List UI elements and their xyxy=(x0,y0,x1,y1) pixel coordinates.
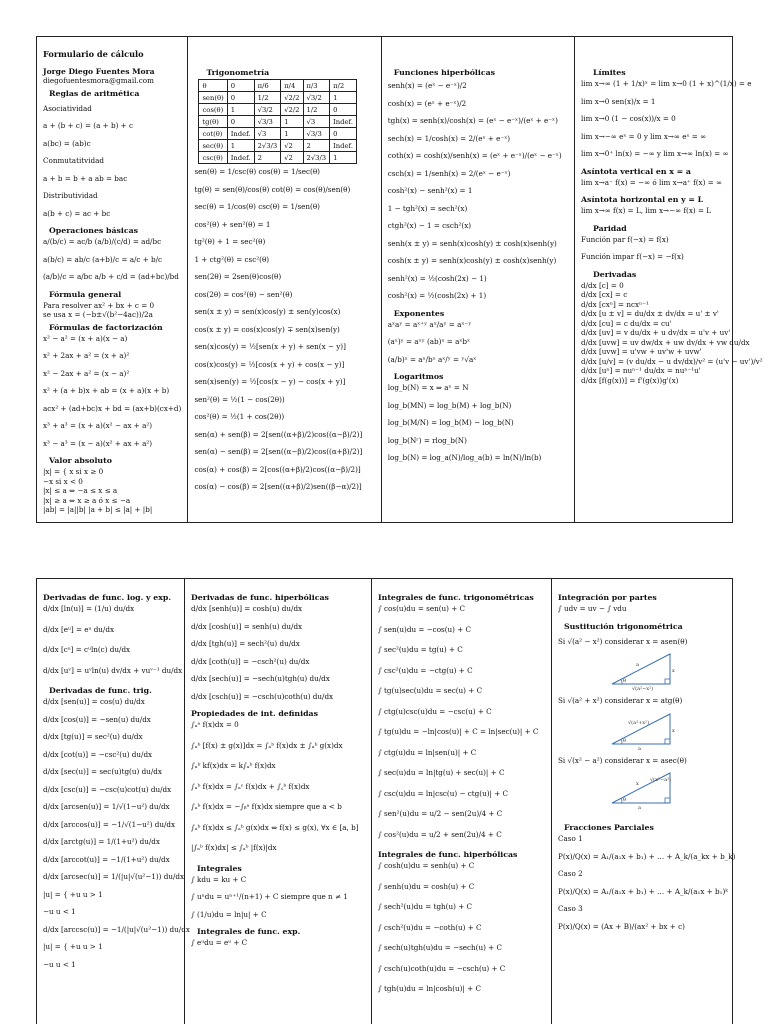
trig-values-table xyxy=(198,79,357,164)
trig-table-cell: √3/2 xyxy=(254,104,281,116)
arith-line: a(bc) = (ab)c xyxy=(43,138,91,148)
hyp-header: Funciones hiperbólicas xyxy=(393,68,496,77)
trig-deriv-line: d/dx [tg(u)] = sec²(u) du/dx xyxy=(43,732,143,741)
parity-list xyxy=(581,235,726,262)
column-limits-derivatives xyxy=(575,37,763,522)
arith-line: a + b = b + a ab = bac xyxy=(43,173,128,183)
hyp-int-line: ∫ cosh(u)du = senh(u) + C xyxy=(378,861,475,870)
integral-line: ∫ kdu = ku + C xyxy=(191,874,247,884)
fact-line: x² + 2ax + a² = (x + a)² xyxy=(43,351,130,360)
def-int-line: ∫ₐᵇ kf(x)dx = k∫ₐᵇ f(x)dx xyxy=(191,761,276,770)
deriv-line: d/dx [uvw] = uv dw/dx + uw dv/dx + vw du/dx xyxy=(581,337,750,347)
trig-line: 1 + ctg²(θ) = csc²(θ) xyxy=(194,254,270,264)
parity-header: Paridad xyxy=(593,223,627,233)
trig-line: cos(2θ) = cos²(θ) − sen²(θ) xyxy=(194,289,293,299)
parity-line: Función impar f(−x) = −f(x) xyxy=(581,252,684,261)
trig-table-cell: 0 xyxy=(227,92,254,104)
trig-int-line: ∫ ctg(u)csc(u)du = −csc(u) + C xyxy=(378,706,492,716)
trig-line: cos(α) − cos(β) = 2[sen((α+β)/2)sen((β−α)/2)] xyxy=(194,482,362,491)
def-int-line: ∫ₐᵃ f(x)dx = 0 xyxy=(191,720,239,729)
general-list xyxy=(43,301,181,320)
trig-table-cell: π/2 xyxy=(330,80,357,92)
abs-header: Valor absoluto xyxy=(49,456,112,465)
author-email: diegofuentesmora@gmail.com xyxy=(43,76,154,85)
logexp-deriv-line: d/dx [eᵘ] = eᵘ du/dx xyxy=(43,624,114,634)
hyp-deriv-list xyxy=(191,604,365,701)
def-int-header: Propiedades de int. definidas xyxy=(191,709,318,718)
trig-line: sec(θ) = 1/cos(θ) csc(θ) = 1/sen(θ) xyxy=(194,202,320,211)
ops-header: Operaciones básicas xyxy=(49,226,139,235)
ops-list xyxy=(43,237,181,282)
trig-deriv-header: Derivadas de func. trig. xyxy=(49,686,152,695)
hyp-int-line: ∫ senh(u)du = cosh(u) + C xyxy=(378,881,475,891)
trig-table-row xyxy=(199,104,357,116)
trig-int-line: ∫ sec²(u)du = tg(u) + C xyxy=(378,645,463,654)
trig-deriv-line: d/dx [arcsen(u)] = 1/√(1−u²) du/dx xyxy=(43,802,170,811)
triangle-figure-3 xyxy=(608,769,726,809)
trig-table-cell: 2 xyxy=(254,152,281,164)
triangle-1-hyp-label: a xyxy=(636,662,639,668)
trig-deriv-line: |u| = { +u u > 1 xyxy=(43,942,103,951)
hyp-line: cosh(x) = (eˣ + e⁻ˣ)/2 xyxy=(387,98,467,108)
deriv-line: d/dx [cxⁿ] = ncxⁿ⁻¹ xyxy=(581,299,649,309)
hyp-deriv-line: d/dx [cosh(u)] = senh(u) du/dx xyxy=(191,621,303,631)
parity-line: Función par f(−x) = f(x) xyxy=(581,234,669,244)
trig-table-cell: 1 xyxy=(227,140,254,152)
parts-list xyxy=(558,604,726,614)
arith-line: a + (b + c) = (a + b) + c xyxy=(43,121,133,130)
deriv-line: d/dx [u/v] = (v du/dx − u dv/dx)/v² = (u'v − uv')/v² xyxy=(581,356,763,366)
exp-int-list xyxy=(191,938,365,948)
formula-sheet-page-2 xyxy=(36,578,736,1024)
logexp-deriv-line: d/dx [cᵘ] = cᵘln(c) du/dx xyxy=(43,645,131,654)
trig-line: sen(α) − sen(β) = 2[sen((α−β)/2)cos((α+β)/2)] xyxy=(194,447,363,456)
hyp-deriv-line: d/dx [coth(u)] = −csch²(u) du/dx xyxy=(191,656,310,666)
trig-table-cell: √2/2 xyxy=(281,92,303,104)
trig-line: sen(2θ) = 2sen(θ)cos(θ) xyxy=(194,272,282,281)
log-header: Logaritmos xyxy=(393,372,444,381)
trig-table-row xyxy=(199,116,357,128)
hyp-line: cosh²(x) = ½(cosh(2x) + 1) xyxy=(387,291,487,300)
trig-table-cell: tg(θ) xyxy=(199,116,227,128)
hyp-deriv-line: d/dx [csch(u)] = −csch(u)coth(u) du/dx xyxy=(191,691,334,701)
hyp-deriv-line: d/dx [senh(u)] = cosh(u) du/dx xyxy=(191,604,303,613)
ha-header: Asíntota horizontal en y = L xyxy=(581,195,704,204)
trig-deriv-list xyxy=(43,697,190,969)
trig-table-cell: π/6 xyxy=(254,80,281,92)
parts-line: ∫ udv = uv − ∫ vdu xyxy=(558,604,627,613)
arith-line: Conmutatitvidad xyxy=(43,156,104,165)
trig-int-line: ∫ sen(u)du = −cos(u) + C xyxy=(378,624,472,634)
trig-table-cell: csc(θ) xyxy=(199,152,227,164)
general-line: se usa x = (−b±√(b²−4ac))/2a xyxy=(43,310,153,319)
trig-line: sen(θ) = 1/csc(θ) cos(θ) = 1/sec(θ) xyxy=(194,167,320,176)
column-trigonometry xyxy=(188,37,381,522)
trig-int-line: ∫ cos²(u)du = u/2 + sen(2u)/4 + C xyxy=(378,829,502,839)
column-hyperbolic xyxy=(382,37,575,522)
fact-line: x² + (a + b)x + ab = (x + a)(x + b) xyxy=(43,386,170,395)
trig-int-line: ∫ tg(u)sec(u)du = sec(u) + C xyxy=(378,686,483,695)
exp-line: (aˣ)ʸ = aˣʸ (ab)ˣ = aˣbˣ xyxy=(387,337,471,346)
trig-sub-header: Sustitución trigonométrica xyxy=(564,621,683,631)
trig-sub-case-1: Si √(a² − x²) considerar x = asen(θ) xyxy=(558,636,688,646)
trig-table-cell: 0 xyxy=(227,80,254,92)
author-name: Jorge Diego Fuentes Mora xyxy=(43,67,155,76)
ops-line: (a/b)/c = a/bc a/b + c/d = (ad+bc)/bd xyxy=(43,272,179,281)
trig-table-cell: 1 xyxy=(330,152,357,164)
trig-int-line: ∫ sen²(u)du = u/2 − sen(2u)/4 + C xyxy=(378,809,503,818)
hyp-list xyxy=(388,81,568,301)
trig-int-line: ∫ ctg(u)du = ln|sen(u)| + C xyxy=(378,747,477,757)
hyp-int-line: ∫ csch(u)coth(u)du = −csch(u) + C xyxy=(378,963,506,973)
deriv-list xyxy=(581,280,763,386)
exp-line: (a/b)ˣ = aˣ/bˣ aˣ/ʸ = ʸ√aˣ xyxy=(387,354,477,364)
deriv-line: d/dx [c] = 0 xyxy=(581,280,624,290)
hyp-deriv-line: d/dx [sech(u)] = −sech(u)tgh(u) du/dx xyxy=(191,674,330,683)
trig-line: cos²(θ) = ½(1 + cos(2θ)) xyxy=(194,412,285,421)
trig-table-cell: 1 xyxy=(281,128,303,140)
trig-line: sen(x)cos(y) = ½[sen(x + y) + sen(x − y)] xyxy=(194,342,346,351)
hyp-line: tgh(x) = senh(x)/cosh(x) = (eˣ − e⁻ˣ)/(eˣ + e⁻ˣ) xyxy=(387,116,558,125)
fact-line: acx² + (ad+bc)x + bd = (ax+b)(cx+d) xyxy=(43,403,182,413)
trig-table-cell: 1 xyxy=(227,104,254,116)
va-line: lim x→a⁻ f(x) = −∞ ó lim x→a⁺ f(x) = ∞ xyxy=(581,177,722,187)
exp-line: aˣaʸ = aˣ⁺ʸ aˣ/aʸ = aˣ⁻ʸ xyxy=(387,319,472,329)
hyp-deriv-line: d/dx [tgh(u)] = sech²(u) du/dx xyxy=(191,639,300,648)
def-int-line: |∫ₐᵇ f(x)dx| ≤ ∫ₐᵇ |f(x)|dx xyxy=(191,843,277,852)
limit-line: lim x→0 sen(x)/x = 1 xyxy=(581,96,656,106)
fact-header: Fórmulas de factorización xyxy=(49,322,163,332)
trig-table-row xyxy=(199,128,357,140)
fact-line: x² − 2ax + a² = (x − a)² xyxy=(43,368,130,378)
trig-table-cell: cos(θ) xyxy=(199,104,227,116)
deriv-line: d/dx [uvw] = u'vw + uv'w + uvw' xyxy=(581,347,702,356)
deriv-line: d/dx [u ± v] = du/dx ± dv/dx = u' ± v' xyxy=(581,309,719,318)
trig-line: sen(x)sen(y) = ½[cos(x − y) − cos(x + y)] xyxy=(194,377,346,386)
arith-header: Reglas de aritmética xyxy=(49,88,140,98)
partial-fractions-header: Fracciones Parciales xyxy=(564,823,654,832)
integral-line: ∫ (1/u)du = ln|u| + C xyxy=(191,909,267,919)
trig-line: sen²(θ) = ½(1 − cos(2θ)) xyxy=(194,394,285,404)
triangle-2-angle-label: θ xyxy=(623,737,627,744)
partial-fraction-line: Caso 3 xyxy=(558,904,583,913)
column-arithmetic xyxy=(37,37,188,522)
parts-header: Integración por partes xyxy=(558,593,657,602)
hyp-int-line: ∫ csch²(u)du = −coth(u) + C xyxy=(378,922,482,932)
va-header: Asíntota vertical en x = a xyxy=(581,166,691,176)
log-line: log_b(M/N) = log_b(M) − log_b(N) xyxy=(387,418,514,427)
trig-table-cell: Indef. xyxy=(227,128,254,140)
trig-table-cell: Indef. xyxy=(330,116,357,128)
trig-line: cos²(θ) + sen²(θ) = 1 xyxy=(194,219,271,229)
exp-int-header: Integrales de func. exp. xyxy=(197,927,301,936)
trig-table-cell: √3 xyxy=(254,128,281,140)
trig-table-cell: 0 xyxy=(227,116,254,128)
hyp-line: senh²(x) = ½(cosh(2x) − 1) xyxy=(387,273,487,283)
deriv-header: Derivadas xyxy=(593,269,637,279)
trig-deriv-line: −u u < 1 xyxy=(43,907,76,916)
partial-fractions-list xyxy=(558,834,736,931)
arith-line: Distributividad xyxy=(43,191,98,200)
trig-table-cell: θ xyxy=(199,80,227,92)
limit-line: lim x→∞ (1 + 1/x)ˣ = lim x→0 (1 + x)^(1/x) = e xyxy=(581,79,752,88)
trig-table-cell: sec(θ) xyxy=(199,140,227,152)
trig-int-line: ∫ tg(u)du = −ln|cos(u)| + C = ln|sec(u)| + C xyxy=(378,727,539,736)
trig-sub-case-2: Si √(a² + x²) considerar x = atg(θ) xyxy=(558,696,683,705)
def-int-line: ∫ₐᵇ f(x)dx = ∫ₐᶜ f(x)dx + ∫꜀ᵇ f(x)dx xyxy=(191,781,310,791)
def-int-list xyxy=(191,720,365,853)
trig-table-cell: √2/2 xyxy=(281,104,303,116)
hyp-line: senh(x) = (eˣ − e⁻ˣ)/2 xyxy=(387,81,467,90)
fact-list xyxy=(43,334,181,449)
trig-int-line: ∫ sec(u)du = ln|tg(u) + sec(u)| + C xyxy=(378,768,505,777)
trig-deriv-line: d/dx [arccsc(u)] = −1/(|u|√(u²−1)) du/dx xyxy=(43,924,190,934)
trig-deriv-line: d/dx [cos(u)] = −sen(u) du/dx xyxy=(43,714,151,724)
trig-line: cos(x)cos(y) = ½[cos(x + y) + cos(x − y)] xyxy=(194,359,345,369)
triangle-1-angle-label: θ xyxy=(623,678,627,684)
exp-int-line: ∫ eᵘdu = eᵘ + C xyxy=(191,938,248,947)
triangle-3-base-label: a xyxy=(638,805,641,811)
triangle-2-leg-label: x xyxy=(672,727,675,734)
trig-table-cell: 1/2 xyxy=(254,92,281,104)
trig-table-cell: π/3 xyxy=(303,80,330,92)
arith-line: a(b + c) = ac + bc xyxy=(43,208,111,218)
def-int-line: ∫ₐᵇ f(x)dx = −∫ᵦᵃ f(x)dx siempre que a < b xyxy=(191,802,342,811)
trig-deriv-line: −u u < 1 xyxy=(43,959,76,969)
trig-deriv-line: d/dx [cot(u)] = −csc²(u) du/dx xyxy=(43,749,153,759)
hyp-line: cosh²(x) − senh²(x) = 1 xyxy=(387,186,473,195)
trig-table-cell: 2√3/3 xyxy=(303,152,330,164)
arith-line: Asociatividad xyxy=(43,103,92,113)
partial-fraction-line: P(x)/Q(x) = A₁/(a₁x + b₁) + … + A_k/(a₁x + b₁)ᵏ xyxy=(558,886,728,896)
triangle-figure-1 xyxy=(608,650,726,690)
log-line: log_b(N) = log_a(N)/log_a(b) = ln(N)/ln(b) xyxy=(387,453,542,462)
trig-table-cell: √2 xyxy=(281,140,303,152)
trig-deriv-line: d/dx [arctg(u)] = 1/(1+u²) du/dx xyxy=(43,837,160,846)
va-list xyxy=(581,178,726,188)
limit-line: lim x→0⁺ ln(x) = −∞ y lim x→∞ ln(x) = ∞ xyxy=(581,149,729,158)
triangle-2-base-label: a xyxy=(638,745,641,752)
trig-table-row xyxy=(199,92,357,104)
trig-table-cell: sen(θ) xyxy=(199,92,227,104)
trig-line: cos(α) + cos(β) = 2[cos((α+β)/2)cos((α−β)/2)] xyxy=(194,464,361,474)
trig-table-cell: Indef. xyxy=(330,140,357,152)
trig-int-header: Integrales de func. trigonométricas xyxy=(378,593,534,602)
trig-table-cell: √3 xyxy=(303,116,330,128)
column-hyperbolic-integrals xyxy=(185,579,372,1024)
hyp-line: cosh(x ± y) = senh(x)cosh(y) ± cosh(x)senh(y) xyxy=(387,256,557,265)
logexp-deriv-header: Derivadas de func. log. y exp. xyxy=(43,593,172,602)
exp-list xyxy=(388,320,568,365)
trig-table-cell: 0 xyxy=(330,104,357,116)
abs-list xyxy=(43,467,181,515)
trig-table-cell: 2 xyxy=(303,140,330,152)
partial-fraction-line: P(x)/Q(x) = A₁/(a₁x + b₁) + … + A_k/(a_kx + b_k) xyxy=(558,851,736,861)
trig-table-cell: cot(θ) xyxy=(199,128,227,140)
trig-table-cell: π/4 xyxy=(281,80,303,92)
general-line: Para resolver ax² + bx + c = 0 xyxy=(43,300,155,310)
integral-line: ∫ uⁿdu = uⁿ⁺¹/(n+1) + C siempre que n ≠ 1 xyxy=(191,892,348,901)
partial-fraction-line: Caso 1 xyxy=(558,834,583,843)
limit-line: lim x→−∞ eˣ = 0 y lim x→∞ eˣ = ∞ xyxy=(581,131,707,141)
trig-table-cell: √3/3 xyxy=(303,128,330,140)
abs-line: |ab| = |a||b| |a + b| ≤ |a| + |b| xyxy=(43,505,153,514)
triangle-3-hyp-label: x xyxy=(636,781,639,787)
fact-line: x² − a² = (x + a)(x − a) xyxy=(43,333,128,343)
column-trig-integrals xyxy=(372,579,552,1024)
log-list xyxy=(388,383,568,463)
trig-table-cell: √2 xyxy=(281,152,303,164)
fact-line: x³ + a³ = (x + a)(x² − ax + a²) xyxy=(43,421,153,430)
trig-header: Trigonometría xyxy=(206,68,270,77)
trig-deriv-line: d/dx [sen(u)] = cos(u) du/dx xyxy=(43,697,145,706)
hyp-line: sech(x) = 1/cosh(x) = 2/(eˣ + e⁻ˣ) xyxy=(387,133,511,143)
trig-table-row xyxy=(199,80,357,92)
trig-line: cos(x ± y) = cos(x)cos(y) ∓ sen(x)sen(y) xyxy=(194,324,340,334)
integrals-header: Integrales xyxy=(197,863,242,873)
deriv-line: d/dx [uⁿ] = nuⁿ⁻¹ du/dx = nuⁿ⁻¹u' xyxy=(581,366,701,375)
trig-int-line: ∫ cos(u)du = sen(u) + C xyxy=(378,604,466,613)
log-line: log_b(N) = x ⇒ aˣ = N xyxy=(387,383,469,392)
trig-table-cell: 2√3/3 xyxy=(254,140,281,152)
triangle-figure-2 xyxy=(608,710,726,750)
trig-line: tg²(θ) + 1 = sec²(θ) xyxy=(194,237,266,246)
def-int-line: ∫ₐᵇ [f(x) ± g(x)]dx = ∫ₐᵇ f(x)dx ± ∫ₐᵇ g(x)dx xyxy=(191,740,343,750)
log-line: log_b(Nʳ) = rlog_b(N) xyxy=(387,435,467,445)
hyp-line: coth(x) = cosh(x)/senh(x) = (eˣ + e⁻ˣ)/(eˣ − e⁻ˣ) xyxy=(387,151,562,160)
triangle-3-angle-label: θ xyxy=(623,797,627,803)
partial-fraction-line: Caso 2 xyxy=(558,869,583,878)
arith-list xyxy=(43,104,181,219)
triangle-3-leg-label: √(x²−a²) xyxy=(650,777,672,783)
trig-deriv-line: |u| = { +u u > 1 xyxy=(43,889,103,899)
trig-list xyxy=(194,167,374,492)
abs-line: |x| = { x si x ≥ 0 xyxy=(43,467,104,476)
hyp-int-header: Integrales de func. hiperbólicas xyxy=(378,850,518,859)
formula-sheet-page-1 xyxy=(36,36,763,523)
trig-table-cell: 1 xyxy=(281,116,303,128)
ha-line: lim x→∞ f(x) = L, lim x→−∞ f(x) = L xyxy=(581,206,712,215)
general-header: Fórmula general xyxy=(49,289,122,299)
trig-line: tg(θ) = sen(θ)/cos(θ) cot(θ) = cos(θ)/sen(θ) xyxy=(194,184,351,194)
trig-deriv-line: d/dx [arcsec(u)] = 1/(|u|√(u²−1)) du/dx xyxy=(43,872,185,881)
limits-header: Límites xyxy=(593,68,626,77)
integrals-list xyxy=(191,875,365,920)
trig-line: sen(x ± y) = sen(x)cos(y) ± sen(y)cos(x) xyxy=(194,307,341,316)
deriv-line: d/dx [uv] = v du/dx + u dv/dx = u'v + uv' xyxy=(581,328,731,337)
abs-line: |x| ≥ a ⇔ x ≥ a ó x ≤ −a xyxy=(43,495,131,505)
trig-deriv-line: d/dx [arccot(u)] = −1/(1+u²) du/dx xyxy=(43,854,170,864)
trig-int-line: ∫ csc²(u)du = −ctg(u) + C xyxy=(378,665,473,675)
hyp-line: ctgh²(x) − 1 = csch²(x) xyxy=(387,221,472,230)
trig-int-line: ∫ csc(u)du = ln|csc(u) − ctg(u)| + C xyxy=(378,788,509,798)
limit-line: lim x→0 (1 − cos(x))/x = 0 xyxy=(581,114,676,123)
logexp-deriv-line: d/dx [uᵛ] = uᵛln(u) dv/dx + vuᵛ⁻¹ du/dx xyxy=(43,665,183,675)
hyp-line: 1 − tgh²(x) = sech²(x) xyxy=(387,203,468,213)
triangle-1-leg-label: x xyxy=(672,668,675,674)
deriv-line: d/dx [f(g(x))] = f'(g(x))g'(x) xyxy=(581,375,679,385)
ha-list xyxy=(581,206,726,216)
hyp-line: senh(x ± y) = senh(x)cosh(y) ± cosh(x)senh(y) xyxy=(387,238,557,248)
fact-line: x³ − a³ = (x − a)(x² + ax + a²) xyxy=(43,438,153,448)
sheet-title: Formulario de cálculo xyxy=(43,49,144,59)
def-int-line: ∫ₐᵇ f(x)dx ≤ ∫ₐᵇ g(x)dx ⇔ f(x) ≤ g(x), ∀x ∈ [a, b] xyxy=(191,822,359,832)
trig-table-cell: 1/2 xyxy=(303,104,330,116)
logexp-deriv-list xyxy=(43,604,183,675)
trig-table-cell: √3/2 xyxy=(303,92,330,104)
trig-table-cell: Indef. xyxy=(227,152,254,164)
deriv-line: d/dx [cx] = c xyxy=(581,290,628,299)
ops-line: a(b/c) = ab/c (a+b)/c = a/c + b/c xyxy=(43,254,163,264)
trig-table-cell: √3/3 xyxy=(254,116,281,128)
trig-deriv-line: d/dx [arccos(u)] = −1/√(1−u²) du/dx xyxy=(43,819,176,829)
trig-deriv-line: d/dx [csc(u)] = −csc(u)cot(u) du/dx xyxy=(43,784,172,794)
hyp-int-line: ∫ sech²(u)du = tgh(u) + C xyxy=(378,902,473,911)
deriv-line: d/dx [cu] = c du/dx = cu' xyxy=(581,318,672,328)
ops-line: a/(b/c) = ac/b (a/b)/(c/d) = ad/bc xyxy=(43,237,162,246)
hyp-int-line: ∫ tgh(u)du = ln|cosh(u)| + C xyxy=(378,984,481,993)
trig-table-row xyxy=(199,152,357,164)
trig-int-list xyxy=(378,604,545,839)
limits-list xyxy=(581,79,752,159)
trig-deriv-line: d/dx [sec(u)] = sec(u)tg(u) du/dx xyxy=(43,767,162,776)
abs-line: |x| ≤ a ⇔ −a ≤ x ≤ a xyxy=(43,486,118,495)
hyp-line: csch(x) = 1/senh(x) = 2/(eˣ − e⁻ˣ) xyxy=(387,168,511,178)
column-log-trig-derivatives xyxy=(37,579,190,1024)
log-line: log_b(MN) = log_b(M) + log_b(N) xyxy=(387,400,512,410)
hyp-int-list xyxy=(378,861,545,994)
trig-table-cell: 0 xyxy=(330,128,357,140)
exp-header: Exponentes xyxy=(393,308,445,318)
abs-line: −x si x < 0 xyxy=(43,476,83,486)
trig-sub-case-3: Si √(x² − a²) considerar x = asec(θ) xyxy=(558,755,687,765)
partial-fraction-line: P(x)/Q(x) = (Ax + B)/(ax² + bx + c) xyxy=(558,921,685,931)
triangle-1-base-label: √(a²−x²) xyxy=(632,686,654,692)
triangle-2-hyp-label: √(a²+x²) xyxy=(628,719,650,726)
column-integration-techniques xyxy=(552,579,736,1024)
trig-table-cell: 1 xyxy=(330,92,357,104)
hyp-int-line: ∫ sech(u)tgh(u)du = −sech(u) + C xyxy=(378,943,502,952)
trig-table-row xyxy=(199,140,357,152)
hyp-deriv-header: Derivadas de func. hiperbólicas xyxy=(191,593,329,602)
trig-line: sen(α) + sen(β) = 2[sen((α+β)/2)cos((α−β)/2)] xyxy=(194,429,363,439)
logexp-deriv-line: d/dx [ln(u)] = (1/u) du/dx xyxy=(43,604,135,613)
